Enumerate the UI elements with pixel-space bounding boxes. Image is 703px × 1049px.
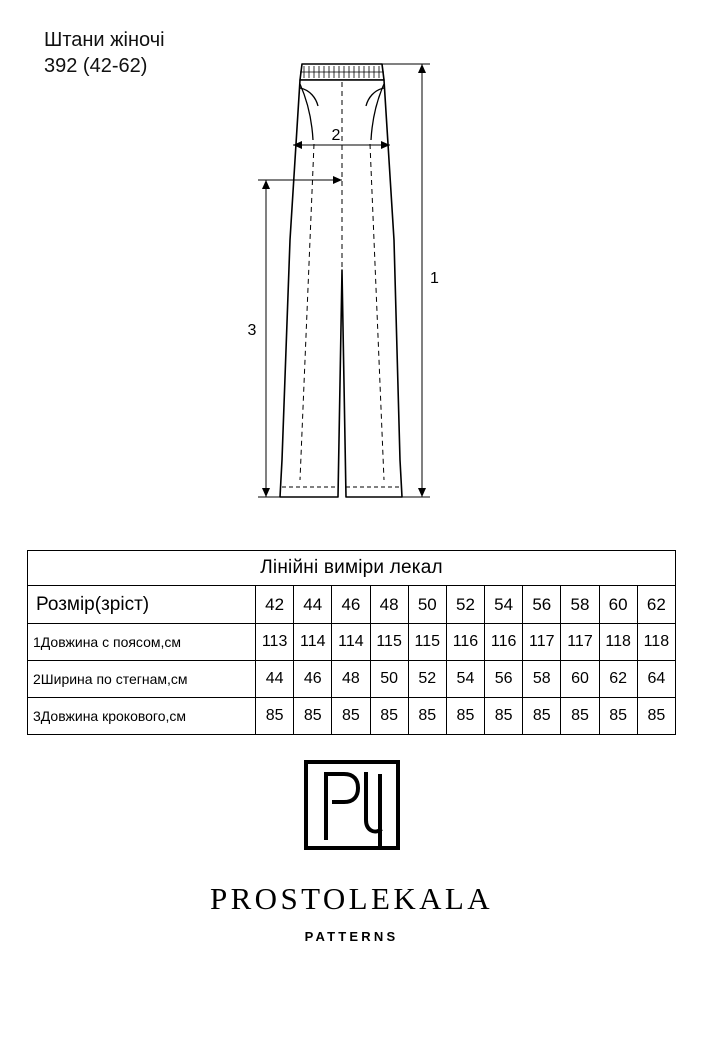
measure-text: Ширина по стегнам,см xyxy=(40,671,188,687)
table-row xyxy=(28,698,676,735)
technical-drawing xyxy=(230,40,470,520)
table-caption-row xyxy=(28,551,676,586)
product-name: Штани жіночі xyxy=(44,29,165,51)
measure-value: 85 xyxy=(561,698,599,735)
measure-value: 114 xyxy=(294,624,332,661)
measure-value: 56 xyxy=(485,661,523,698)
measure-value: 64 xyxy=(637,661,675,698)
measure-value: 115 xyxy=(370,624,408,661)
measure-label xyxy=(28,661,256,698)
size-header-cell: 44 xyxy=(294,586,332,624)
measure-value: 85 xyxy=(256,698,294,735)
measure-value: 60 xyxy=(561,661,599,698)
measure-value: 85 xyxy=(637,698,675,735)
measure-value: 54 xyxy=(446,661,484,698)
measure-index: 2 xyxy=(33,671,41,687)
measurements-table xyxy=(27,550,676,735)
measure-value: 85 xyxy=(294,698,332,735)
prostolekala-monogram-icon xyxy=(304,760,400,850)
dimension-label-3: 3 xyxy=(247,322,257,339)
size-header-cell: 50 xyxy=(408,586,446,624)
dimension-label-1: 1 xyxy=(430,270,439,287)
size-header-cell: 56 xyxy=(523,586,561,624)
size-header-cell: 58 xyxy=(561,586,599,624)
size-header-cell: 46 xyxy=(332,586,370,624)
monogram-svg xyxy=(304,760,400,850)
measure-value: 85 xyxy=(485,698,523,735)
measure-index: 1 xyxy=(33,634,41,650)
brand-subtitle: PATTERNS xyxy=(304,929,399,944)
measure-value: 62 xyxy=(599,661,637,698)
measure-value: 52 xyxy=(408,661,446,698)
size-header-cell: 48 xyxy=(370,586,408,624)
size-header-cell: 62 xyxy=(637,586,675,624)
brand-name: PROSTOLEKALA xyxy=(209,881,494,916)
size-row-label: Розмір(зріст) xyxy=(28,586,256,624)
measure-value: 44 xyxy=(256,661,294,698)
measure-value: 115 xyxy=(408,624,446,661)
table-row xyxy=(28,624,676,661)
measure-label xyxy=(28,698,256,735)
brand-block xyxy=(0,760,703,944)
measure-value: 85 xyxy=(332,698,370,735)
measure-index: 3 xyxy=(33,708,41,724)
measure-value: 116 xyxy=(485,624,523,661)
size-header-cell: 42 xyxy=(256,586,294,624)
measure-text: Довжина крокового,см xyxy=(40,708,187,724)
measure-value: 113 xyxy=(256,624,294,661)
measure-value: 85 xyxy=(370,698,408,735)
measure-value: 48 xyxy=(332,661,370,698)
page-title xyxy=(44,28,165,79)
measure-value: 117 xyxy=(523,624,561,661)
measurements-table-wrapper xyxy=(27,550,676,735)
measure-value: 118 xyxy=(637,624,675,661)
trousers-sketch-svg xyxy=(230,40,470,520)
size-header-cell: 60 xyxy=(599,586,637,624)
measure-value: 114 xyxy=(332,624,370,661)
measure-value: 58 xyxy=(523,661,561,698)
measure-value: 85 xyxy=(523,698,561,735)
size-header-cell: 54 xyxy=(485,586,523,624)
table-size-header-row xyxy=(28,586,676,624)
measure-value: 46 xyxy=(294,661,332,698)
measure-value: 85 xyxy=(599,698,637,735)
product-code: 392 (42-62) xyxy=(44,54,148,77)
table-caption: Лінійні виміри лекал xyxy=(28,551,676,586)
table-row xyxy=(28,661,676,698)
measure-value: 116 xyxy=(446,624,484,661)
dimension-label-2: 2 xyxy=(331,127,341,144)
measure-text: Довжина с поясом,см xyxy=(40,634,182,650)
trousers-outline xyxy=(280,64,402,497)
measure-value: 85 xyxy=(446,698,484,735)
measure-value: 50 xyxy=(370,661,408,698)
measure-label xyxy=(28,624,256,661)
size-header-cell: 52 xyxy=(446,586,484,624)
measure-value: 85 xyxy=(408,698,446,735)
measure-value: 118 xyxy=(599,624,637,661)
measure-value: 117 xyxy=(561,624,599,661)
